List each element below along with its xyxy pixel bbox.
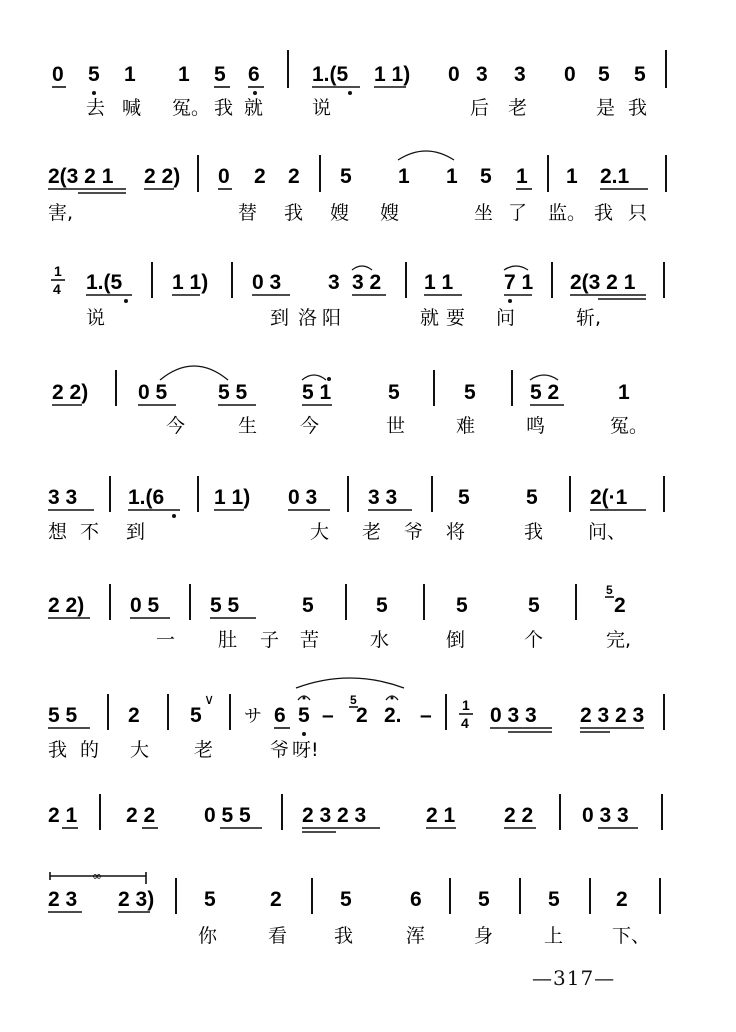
note: 5 — [480, 165, 492, 188]
lyric: 我 — [594, 202, 614, 224]
note: 2 2 — [126, 804, 156, 827]
breath-mark: ∨ — [204, 692, 215, 708]
note: 2 3 2 3 — [580, 704, 645, 727]
lyric: 嫂 — [380, 202, 400, 224]
note: 0 3 3 — [490, 704, 537, 727]
lyric: 说 — [312, 97, 332, 119]
note: 2 — [616, 888, 628, 911]
note: 0 3 3 — [582, 804, 629, 827]
grace-note: 5 — [350, 693, 357, 707]
lyric: 冤。 — [172, 97, 211, 119]
note: 5 — [528, 594, 540, 617]
note: 1 — [124, 63, 136, 86]
lyric: 倒 — [446, 629, 466, 651]
note: 1.(5 — [312, 63, 349, 86]
note: 7 1 — [504, 271, 534, 294]
note: 5 — [458, 486, 470, 509]
note: 0 5 5 — [204, 804, 251, 827]
note: 2 — [128, 704, 140, 727]
note: 0 — [218, 165, 230, 188]
lyric: 一 — [156, 629, 176, 651]
note: 5 2 — [530, 381, 560, 404]
page-number: —317— — [532, 966, 616, 990]
score-row-6 — [48, 583, 631, 651]
note: 2(·1 — [590, 486, 628, 509]
note: 1 — [178, 63, 190, 86]
note: 0 5 — [130, 594, 160, 617]
score-row-5 — [48, 476, 664, 543]
note: 1 — [618, 381, 630, 404]
lyric: 阳 — [322, 307, 342, 329]
note: 2 — [254, 165, 266, 188]
note: – — [420, 704, 432, 727]
lyric: 爷 — [404, 521, 424, 543]
lyric: 老 — [194, 739, 214, 761]
lyric: 到 — [126, 521, 146, 543]
note: 2 3 — [48, 888, 78, 911]
note: 2 3) — [118, 888, 155, 911]
note: 0 — [564, 63, 576, 86]
note: 1.(5 — [86, 271, 123, 294]
note: 2 — [270, 888, 282, 911]
lyric: 到 — [270, 307, 290, 329]
lyric: 老 — [508, 97, 528, 119]
note: 0 — [52, 63, 64, 86]
note: 5 — [456, 594, 468, 617]
note: 5 5 — [48, 704, 78, 727]
note: 5 — [340, 165, 352, 188]
time-signature-top: 1 — [54, 263, 62, 279]
note: 1 — [398, 165, 410, 188]
note: 2 1 — [48, 804, 78, 827]
note: 2(3 2 1 — [570, 271, 636, 294]
lyric: 是 — [596, 97, 616, 119]
lyric: 苦 — [300, 629, 320, 651]
note: 5 — [88, 63, 100, 86]
note: 1 1) — [374, 63, 411, 86]
note: 6 — [410, 888, 422, 911]
note: 5 — [376, 594, 388, 617]
lyric: 我 — [48, 739, 68, 761]
note: 3 3 — [368, 486, 398, 509]
lyric: 只 — [628, 202, 648, 224]
lyric: 完, — [606, 629, 632, 651]
note: 0 5 — [138, 381, 168, 404]
note: 5 — [214, 63, 226, 86]
lyric: 看 — [268, 925, 288, 947]
ornament-mark: ∞ — [92, 869, 102, 883]
lyric: 要 — [446, 307, 466, 329]
lyric: 今 — [166, 415, 186, 437]
note: 0 3 — [252, 271, 282, 294]
lyric: 监。 — [548, 202, 587, 224]
note: 5 — [526, 486, 538, 509]
lyric: 将 — [446, 521, 466, 543]
lyric: 替 — [238, 202, 258, 224]
note: 1 1) — [172, 271, 209, 294]
score-row-1 — [52, 50, 666, 119]
score-row-2 — [48, 151, 666, 224]
note: 5 — [598, 63, 610, 86]
note: 0 3 — [288, 486, 318, 509]
note: 3 — [328, 271, 340, 294]
note: – — [322, 704, 334, 727]
free-tempo-mark: サ — [244, 706, 262, 727]
note: 2 1 — [426, 804, 456, 827]
note: 1 — [446, 165, 458, 188]
note: 3 — [476, 63, 488, 86]
time-signature-top: 1 — [462, 697, 470, 713]
lyric: 生 — [238, 415, 258, 437]
note: 2 3 2 3 — [302, 804, 367, 827]
lyric: 就 — [244, 97, 264, 119]
note: 5 1 — [302, 381, 332, 404]
note: 2.1 — [600, 165, 630, 188]
score-row-4 — [52, 366, 648, 437]
lyric: 世 — [386, 415, 406, 437]
note: 3 3 — [48, 486, 78, 509]
lyric: 洛 — [298, 307, 318, 329]
note: 6 — [274, 704, 286, 727]
lyric: 今 — [300, 415, 320, 437]
note: 5 — [548, 888, 560, 911]
lyric: 后 — [470, 97, 490, 119]
lyric: 冤。 — [610, 415, 649, 437]
lyric: 个 — [524, 629, 544, 651]
lyric: 难 — [456, 415, 476, 437]
note: 1 1) — [214, 486, 251, 509]
note: 5 5 — [210, 594, 240, 617]
lyric: 去 — [86, 97, 106, 119]
lyric: 呀! — [292, 739, 319, 761]
lyric: 大 — [310, 521, 330, 543]
lyric: 我 — [284, 202, 304, 224]
note: 2 2) — [52, 381, 89, 404]
lyric: 斩, — [576, 307, 602, 329]
note: 0 — [448, 63, 460, 86]
note: 2 — [356, 704, 368, 727]
note: 5 — [298, 704, 310, 727]
lyric: 问、 — [588, 521, 627, 543]
time-signature-bottom: 4 — [461, 715, 469, 731]
lyric: 了 — [508, 202, 528, 224]
note: 5 — [204, 888, 216, 911]
lyric: 我 — [214, 97, 234, 119]
lyric: 就 — [420, 307, 440, 329]
note: 5 — [464, 381, 476, 404]
lyric: 说 — [86, 307, 106, 329]
note: 5 — [302, 594, 314, 617]
note: 2. — [384, 704, 402, 727]
lyric: 嫂 — [330, 202, 350, 224]
note: 2(3 2 1 — [48, 165, 114, 188]
note: 1.(6 — [128, 486, 165, 509]
note: 2 — [614, 594, 626, 617]
lyric: 想 — [48, 521, 68, 543]
note: 3 — [514, 63, 526, 86]
note: 6 — [248, 63, 260, 86]
note: 5 — [388, 381, 400, 404]
lyric: 下、 — [612, 925, 651, 947]
lyric: 子 — [260, 629, 280, 651]
note: 1 — [516, 165, 528, 188]
note: 3 2 — [352, 271, 382, 294]
score-row-8 — [48, 794, 662, 832]
lyric: 肚 — [218, 629, 238, 651]
lyric: 害, — [48, 202, 74, 224]
lyric: 水 — [370, 629, 390, 651]
note: 5 — [634, 63, 646, 86]
lyric: 我 — [524, 521, 544, 543]
time-signature-bottom: 4 — [53, 281, 61, 297]
score-row-3 — [51, 262, 664, 329]
grace-note: 5 — [606, 583, 613, 597]
lyric: 爷 — [270, 739, 290, 761]
score-row-9 — [48, 869, 660, 947]
note: 2 2) — [144, 165, 181, 188]
score-row-7 — [48, 678, 664, 761]
lyric: 身 — [474, 925, 494, 947]
lyric: 的 — [80, 739, 100, 761]
note: 5 — [478, 888, 490, 911]
note: 2 2) — [48, 594, 85, 617]
lyric: 大 — [130, 739, 150, 761]
note: 5 5 — [218, 381, 248, 404]
lyric: 我 — [334, 925, 354, 947]
note: 2 2 — [504, 804, 534, 827]
note: 1 1 — [424, 271, 454, 294]
lyric: 坐 — [474, 202, 494, 224]
lyric: 问 — [496, 307, 516, 329]
lyric: 不 — [80, 521, 100, 543]
lyric: 喊 — [122, 97, 142, 119]
note: 2 — [288, 165, 300, 188]
lyric: 老 — [362, 521, 382, 543]
note: 1 — [566, 165, 578, 188]
lyric: 浑 — [406, 925, 426, 947]
lyric: 你 — [198, 925, 218, 947]
note: 5 — [340, 888, 352, 911]
lyric: 我 — [628, 97, 648, 119]
lyric: 鸣 — [526, 415, 546, 437]
lyric: 上 — [544, 925, 564, 947]
note: 5 — [190, 704, 202, 727]
